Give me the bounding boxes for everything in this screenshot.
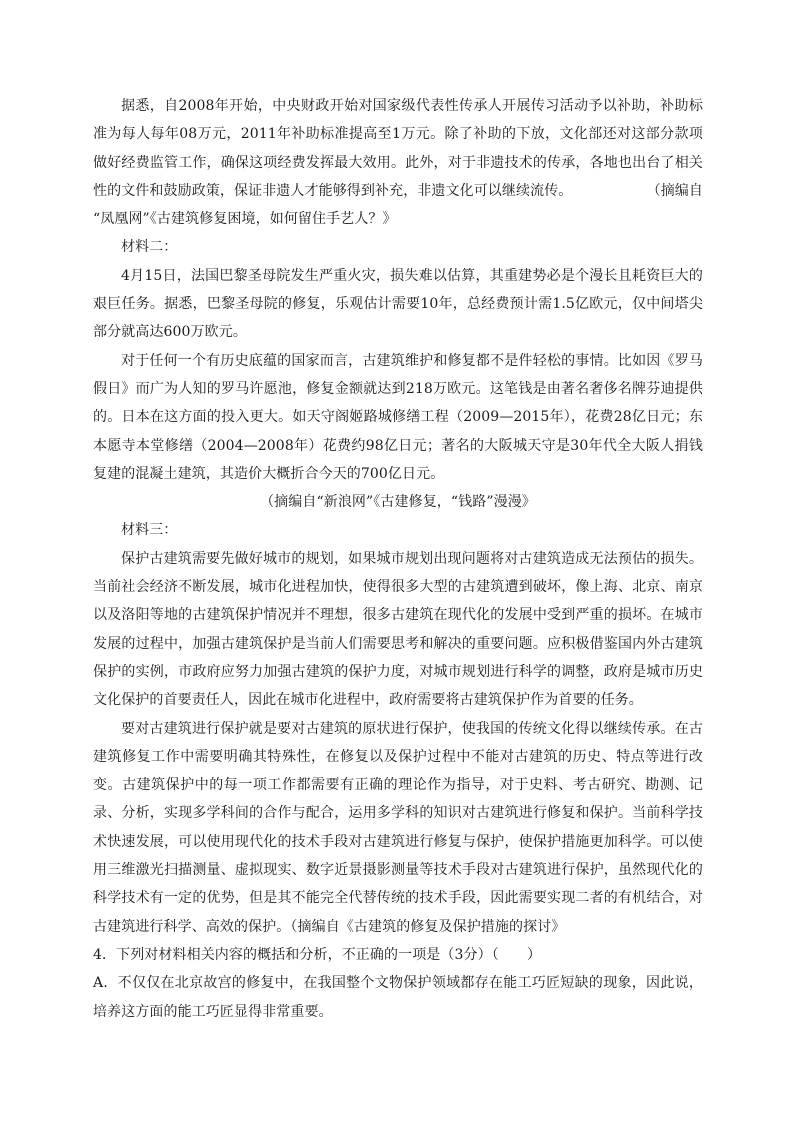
paragraph-1-text: 据悉，自2008年开始，中央财政开始对国家级代表性传承人开展传习活动予以补助，补助标准为每人每年08万元，2011年补助标准提高至1万元。除了补助的下放，文化部还对这部分款项做好经费监管工作，确保这项经费发挥最大效用。此外，对于非遗技术的传承，各地也出台了相关性的文件和鼓励政策，保证非遗人才能够得到补充，非遗文化可以继续流传。 xyxy=(93,98,703,199)
source-citation-1a: （摘编自 xyxy=(646,182,703,199)
document-page xyxy=(93,92,703,1026)
material-2-heading: 材料二： xyxy=(121,239,178,256)
option-a: A．不仅仅在北京故宫的修复中，在我国整个文物保护领域都存在能工巧匠短缺的现象，因此说，培养这方面的能工巧匠显得非常重要。 xyxy=(93,975,703,1020)
paragraph-4: 保护古建筑需要先做好城市的规划，如果城市规划出现问题将对古建筑造成无法预估的损失。当前社会经济不断发展，城市化进程加快，使得很多大型的古建筑遭到破坏，像上海、北京、南京以及洛阳等地的古建筑保护情况并不理想，很多古建筑在现代化的发展中受到严重的损坏。在城市发展的过程中，加强古建筑保护是当前人们需要思考和解决的重要问题。应积极借鉴国内外古建筑保护的实例，市政府应努力加强古建筑的保护力度，对城市规划进行科学的调整，政府是城市历史文化保护的首要责任人，因此在城市化进程中，政府需要将古建筑保护作为首要的任务。 xyxy=(93,550,703,709)
paragraph-3: 对于任何一个有历史底蕴的国家而言，古建筑维护和修复都不是件轻松的事情。比如因《罗马假日》而广为人知的罗马许愿池，修复金额就达到218万欧元。这笔钱是由著名奢侈名牌芬迪提供的。日本在这方面的投入更大。如天守阁姬路城修缮工程（2009—2015年），花费28亿日元；东本愿寺本堂修缮（2004—2008年）花费约98亿日元；著名的大阪城天守是30年代全大阪人捐钱复建的混凝土建筑，其造价大概折合今天的700亿日元。 xyxy=(93,352,703,482)
source-citation-1b: “凤凰网”《古建筑修复困境，如何留住手艺人？》 xyxy=(93,211,397,228)
material-3-heading: 材料三： xyxy=(121,522,178,539)
paragraph-2: 4月15日，法国巴黎圣母院发生严重火灾，损失难以估算，其重建势必是个漫长且耗资巨大的艰巨任务。据悉，巴黎圣母院的修复，乐观估计需要10年，总经费预计需1.5亿欧元，仅中间塔尖部分就高达600万欧元。 xyxy=(93,267,703,341)
source-citation-2: （摘编自“新浪网”《古建修复，“钱路”漫漫》 xyxy=(260,494,536,511)
source-citation-3: （摘编自《古建筑的修复及保护措施的探讨》 xyxy=(290,918,566,935)
paragraph-1 xyxy=(93,92,703,205)
paragraph-5 xyxy=(93,715,703,941)
paragraph-5-text: 要对古建筑进行保护就是要对古建筑的原状进行保护，使我国的传统文化得以继续传承。在古建筑修复工作中需要明确其特殊性，在修复以及保护过程中不能对古建筑的历史、特点等进行改变。古建筑保护中的每一项工作都需要有正确的理论作为指导，对于史料、考古研究、勘测、记录、分析，实现多学科间的合作与配合，运用多学科的知识对古建筑进行修复和保护。当前科学技术快速发展，可以使用现代化的技术手段对古建筑进行修复与保护，使保护措施更加科学。可以使用三维激光扫描测量、虚拟现实、数字近景摄影测量等技术手段对古建筑进行保护，虽然现代化的科学技术有一定的优势，但是其不能完全代替传统的技术手段，因此需要实现二者的有机结合，对古建筑进行科学、高效的保护。 xyxy=(93,720,703,935)
question-4: 4．下列对材料相关内容的概括和分析，不正确的一项是（3分）（ ） xyxy=(93,946,542,963)
